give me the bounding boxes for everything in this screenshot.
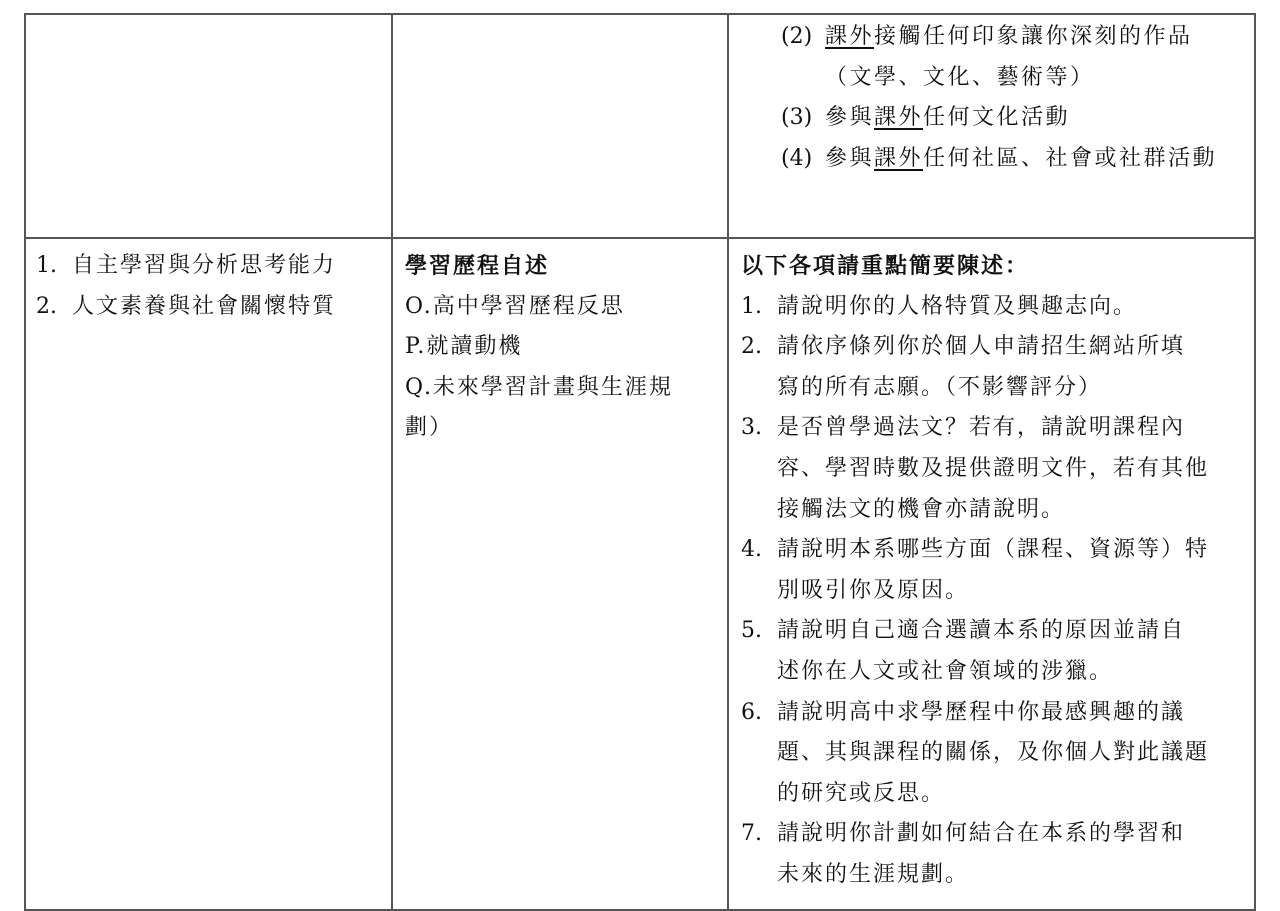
item-prefix: 參與 bbox=[825, 105, 875, 131]
item-number: (2) bbox=[781, 24, 813, 49]
list-item: 6. 請說明高中求學歷程中你最感興趣的議 題、其與課程的關係，及你個人對此議題 的研究或反思。 bbox=[741, 693, 1246, 815]
item-number: 2. bbox=[36, 293, 57, 319]
list-item: O.高中學習歷程反思 bbox=[405, 293, 625, 319]
continued-list bbox=[729, 15, 1254, 179]
document-list bbox=[393, 239, 727, 449]
item-number: 5. bbox=[741, 618, 762, 644]
list-item: 劃） bbox=[405, 415, 454, 441]
item-number: (3) bbox=[781, 105, 813, 131]
list-item bbox=[36, 246, 391, 287]
item-number: 4. bbox=[741, 537, 762, 563]
cell-r2-c2 bbox=[392, 238, 728, 910]
list-item bbox=[781, 17, 1248, 98]
list-item: 5. 請說明自己適合選讀本系的原因並請自 述你在人文或社會領域的涉獵。 bbox=[741, 611, 1246, 692]
list-item: 4. 請說明本系哪些方面（課程、資源等）特 別吸引你及原因。 bbox=[741, 530, 1246, 611]
item-text-cont: （文學、文化、藝術等） bbox=[825, 64, 1095, 90]
cell-r1-c1 bbox=[25, 14, 392, 238]
cell-r2-c1 bbox=[25, 238, 392, 910]
instruction-list bbox=[729, 239, 1254, 896]
underlined-text: 課外 bbox=[874, 145, 924, 171]
item-text: 任何文化活動 bbox=[923, 105, 1071, 131]
section-heading: 以下各項請重點簡要陳述： bbox=[741, 253, 1030, 279]
item-text: 自主學習與分析思考能力 bbox=[72, 253, 337, 278]
item-number: 1. bbox=[741, 293, 762, 319]
list-item bbox=[781, 139, 1248, 180]
cell-r1-c3 bbox=[728, 14, 1255, 238]
underlined-text: 課外 bbox=[825, 24, 875, 49]
list-item: 7. 請說明你計劃如何結合在本系的學習和 未來的生涯規劃。 bbox=[741, 814, 1246, 895]
item-number: 7. bbox=[741, 821, 762, 847]
criteria-table bbox=[24, 13, 1256, 911]
item-prefix: 參與 bbox=[825, 145, 875, 171]
list-item: 3. 是否曾學過法文？若有，請說明課程內 容、學習時數及提供證明文件，若有其他 接觸法文的機會亦請說明。 bbox=[741, 408, 1246, 530]
list-item: P.就讀動機 bbox=[405, 334, 523, 360]
item-number: 6. bbox=[741, 699, 762, 725]
list-item: 2. 請依序條列你於個人申請招生網站所填 寫的所有志願。（不影響評分） bbox=[741, 327, 1246, 408]
table-row bbox=[25, 14, 1255, 238]
list-item bbox=[36, 287, 391, 328]
item-number: 1. bbox=[36, 253, 57, 278]
item-text: 任何社區、社會或社群活動 bbox=[923, 145, 1218, 171]
item-text: 人文素養與社會關懷特質 bbox=[72, 293, 337, 319]
list-item: Q.未來學習計畫與生涯規 bbox=[405, 374, 673, 400]
ability-list bbox=[26, 239, 391, 327]
list-item bbox=[781, 98, 1248, 139]
item-text: 接觸任何印象讓你深刻的作品 bbox=[874, 24, 1193, 49]
table-row bbox=[25, 238, 1255, 910]
cell-r1-c2 bbox=[392, 14, 728, 238]
cell-r2-c3 bbox=[728, 238, 1255, 910]
underlined-text: 課外 bbox=[874, 105, 924, 131]
item-number: 2. bbox=[741, 334, 762, 360]
item-number: (4) bbox=[781, 145, 813, 171]
section-heading: 學習歷程自述 bbox=[405, 253, 550, 279]
item-number: 3. bbox=[741, 415, 762, 441]
list-item: 1. 請說明你的人格特質及興趣志向。 bbox=[741, 287, 1246, 328]
